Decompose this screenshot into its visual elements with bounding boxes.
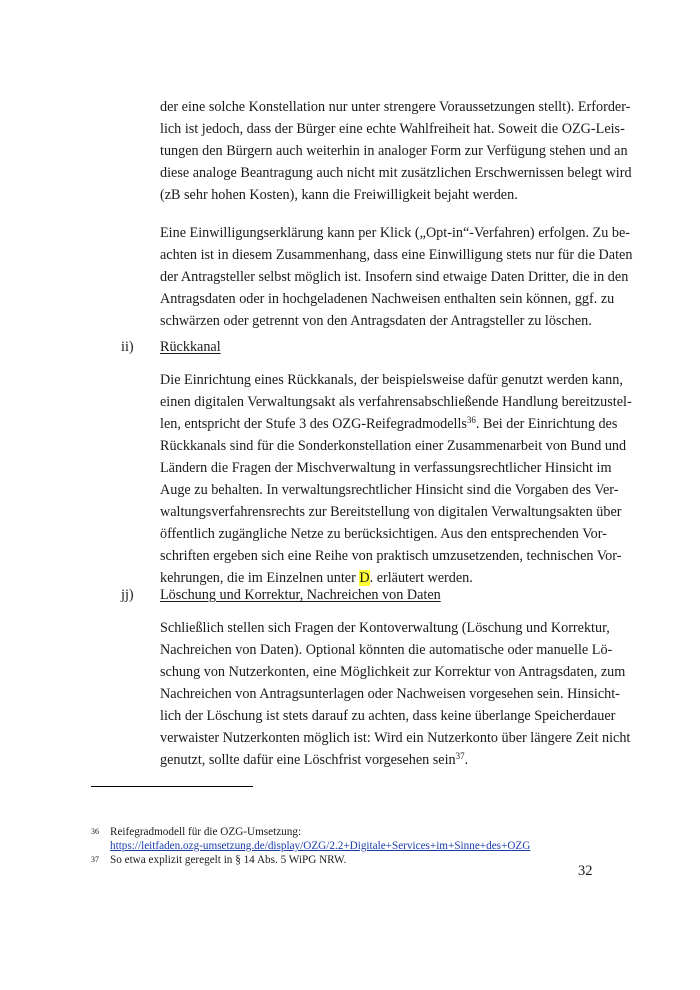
text-line: schriften ergeben sich eine Reihe von praktisch umzusetzenden, technischen Vor-: [160, 548, 622, 564]
text-line: Die Einrichtung eines Rückkanals, der beispielsweise dafür genutzt werden kann,: [160, 372, 623, 388]
text-line: einen digitalen Verwaltungsakt als verfahrensabschließende Handlung bereitzustel-: [160, 394, 632, 410]
footnote-text: Reifegradmodell für die OZG-Umsetzung:: [110, 826, 302, 838]
highlighted-reference: D: [359, 570, 370, 586]
text-line: kehrungen, die im Einzelnen unter D. erläutert werden.: [160, 570, 473, 586]
text-line: diese analoge Beantragung auch nicht mit zusätzlichen Erschwernissen belegt wird: [160, 165, 632, 181]
footnote-36: [91, 825, 571, 855]
text-line: Rückkanals sind für die Sonderkonstellation einer Zusammenarbeit von Bund und: [160, 438, 627, 454]
text-line: Ländern die Fragen der Mischverwaltung in verfassungsrechtlicher Hinsicht im: [160, 460, 612, 476]
text-line: Auge zu behalten. In verwaltungsrechtlicher Hinsicht sind die Vorgaben des Ver-: [160, 482, 619, 498]
section-title-loeschung: Löschung und Korrektur, Nachreichen von Daten: [160, 587, 441, 603]
text-line: Eine Einwilligungserklärung kann per Klick („Opt-in“-Verfahren) erfolgen. Zu be-: [160, 225, 630, 241]
footnote-ref-36[interactable]: 36: [466, 415, 476, 425]
text-line: Schließlich stellen sich Fragen der Kontoverwaltung (Löschung und Korrektur,: [160, 620, 610, 636]
text-line: Nachreichen von Antragsunterlagen oder Nachweisen vorgesehen sein. Hinsicht-: [160, 686, 620, 702]
footnote-number: 37: [91, 855, 99, 864]
section-number-ii: ii): [121, 339, 134, 355]
text-line: verwaister Nutzerkonten möglich ist: Wird ein Nutzerkonto über längere Zeit nicht: [160, 730, 631, 746]
text-line: schwärzen oder getrennt von den Antragsdaten der Antragsteller zu löschen.: [160, 313, 592, 329]
text-line: len, entspricht der Stufe 3 des OZG-Reifegradmodells$^{36}$. Bei der Einrichtung des: [160, 415, 618, 432]
text-line: schung von Nutzerkonten, eine Möglichkeit zur Korrektur von Antragsdaten, zum: [160, 664, 626, 680]
paragraph-kontoverwaltung: [160, 617, 631, 771]
text-line: der eine solche Konstellation nur unter strengere Voraussetzungen stellt). Erforder-: [160, 99, 631, 115]
text-line: waltungsverfahrensrechts zur Bereitstellung von digitalen Verwaltungsakten über: [160, 504, 622, 520]
footnote-body: [110, 825, 530, 853]
text-line: lich der Löschung ist stets darauf zu achten, dass keine überlange Speicherdauer: [160, 708, 616, 724]
footnote-37: [91, 853, 491, 869]
text-line: tungen den Bürgern auch weiterhin in analoger Form zur Verfügung stehen und an: [160, 143, 628, 159]
section-title-rueckkanal: Rückkanal: [160, 339, 221, 355]
page-number: 32: [578, 863, 593, 879]
paragraph-rueckkanal: [160, 369, 632, 589]
text-line: öffentlich zugängliche Netze zu berücksichtigen. Aus den entsprechenden Vor-: [160, 526, 607, 542]
text-line: (zB sehr hohen Kosten), kann die Freiwilligkeit bejaht werden.: [160, 187, 518, 203]
footnote-separator: [91, 786, 253, 787]
footnote-number: 36: [91, 827, 99, 836]
text-line: der Antragsteller selbst möglich ist. Insofern sind etwaige Daten Dritter, die in den: [160, 269, 629, 285]
text-line: genutzt, sollte dafür eine Löschfrist vorgesehen sein$^{37}$.: [160, 751, 469, 768]
footnote-link[interactable]: https://leitfaden.ozg-umsetzung.de/display/OZG/2.2+Digitale+Services+im+Sinne+des+OZG: [110, 840, 531, 852]
footnote-ref-37[interactable]: 37: [455, 751, 465, 761]
section-number-jj: jj): [121, 587, 134, 603]
text-line: Antragsdaten oder in hochgeladenen Nachweisen enthalten sein können, ggf. zu: [160, 291, 615, 307]
paragraph-consent-declaration: [160, 222, 633, 332]
paragraph-consent-voluntariness: [160, 96, 632, 206]
text-line: Nachreichen von Daten). Optional könnten die automatische oder manuelle Lö-: [160, 642, 613, 658]
text-line: achten ist in diesem Zusammenhang, dass eine Einwilligung stets nur für die Daten: [160, 247, 633, 263]
text-line: lich ist jedoch, dass der Bürger eine echte Wahlfreiheit hat. Soweit die OZG-Leis-: [160, 121, 625, 137]
footnote-text: So etwa explizit geregelt in § 14 Abs. 5 WiPG NRW.: [110, 854, 347, 866]
